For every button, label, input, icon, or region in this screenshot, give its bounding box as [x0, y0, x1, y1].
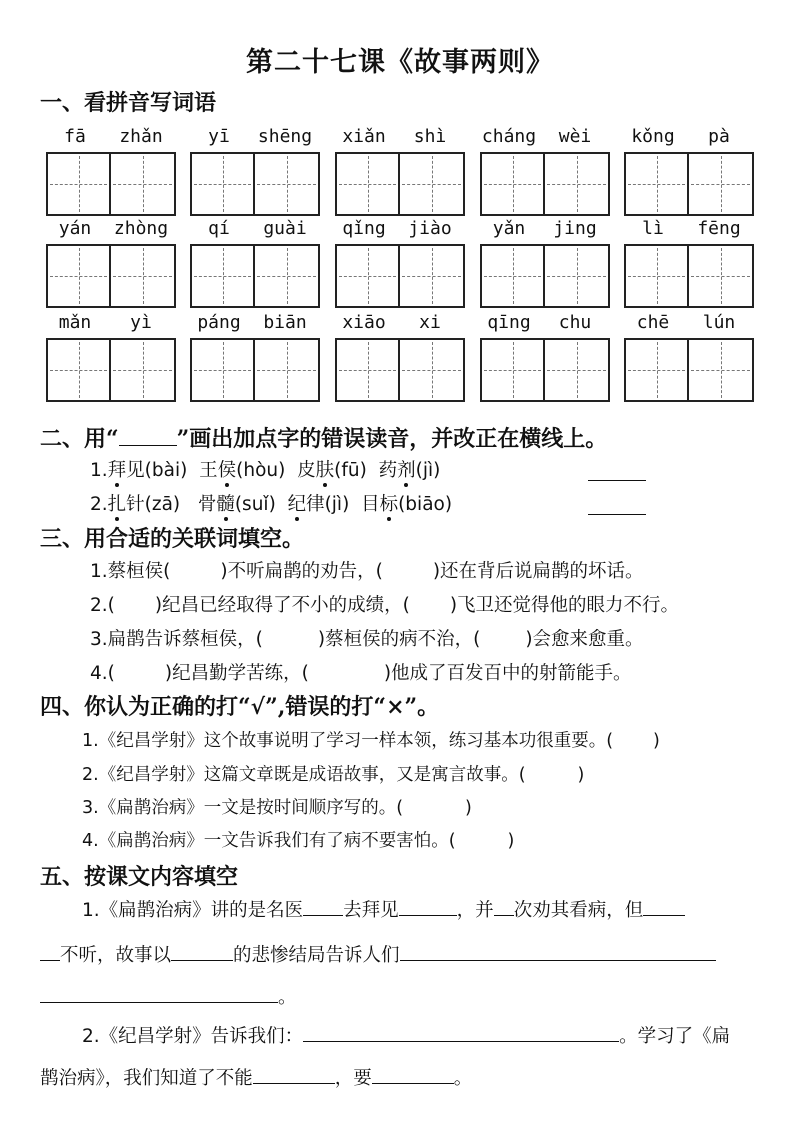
tian-zi-cell[interactable]: [689, 246, 752, 306]
pinyin-label: xiǎn: [342, 126, 386, 147]
blank-line[interactable]: [372, 1065, 454, 1085]
tian-zi-cell[interactable]: [337, 154, 400, 214]
blank-line[interactable]: [400, 942, 716, 962]
s4-item-2: [82, 761, 584, 786]
item-number: 1.: [90, 460, 108, 481]
guide-line-v: [657, 342, 658, 398]
guide-line-v: [432, 248, 433, 304]
guide-line-v: [577, 248, 578, 304]
guide-line-v: [368, 342, 369, 398]
text: )纪昌已经取得了不小的成绩，(: [154, 595, 410, 616]
guide-line-v: [79, 342, 80, 398]
text: )纪昌勤学苦练，(: [164, 663, 309, 684]
underline-sample: [119, 423, 177, 446]
tian-zi-cell[interactable]: [482, 340, 545, 400]
word-text: 目: [361, 494, 380, 515]
page-title: 第二十七课《故事两则》: [246, 47, 554, 78]
pinyin-row: [42, 126, 762, 156]
text: 4.(: [90, 663, 115, 684]
pinyin-label: xi: [419, 312, 441, 333]
s3-line-2: [90, 591, 679, 617]
guide-line-v: [79, 156, 80, 212]
dotted-char: 拜: [108, 456, 127, 482]
writing-box-pair[interactable]: [190, 152, 320, 216]
writing-box-pair[interactable]: [480, 244, 610, 308]
writing-box-pair[interactable]: [624, 244, 754, 308]
word-text: 骨: [197, 494, 217, 515]
tian-zi-cell[interactable]: [545, 246, 608, 306]
tian-zi-cell[interactable]: [626, 154, 689, 214]
text: )飞卫还觉得他的眼力不行。: [449, 595, 680, 616]
s5-q1-line-1: [82, 896, 685, 922]
pinyin-label: yī: [208, 126, 230, 147]
word-text: (suǐ): [234, 494, 276, 515]
tian-zi-cell[interactable]: [48, 154, 111, 214]
writing-box-pair[interactable]: [335, 152, 465, 216]
guide-line-v: [143, 342, 144, 398]
text: 2.《纪昌学射》这篇文章既是成语故事，又是寓言故事。(: [82, 765, 526, 785]
word-text: (jì): [415, 460, 441, 481]
dotted-char: 纪: [288, 490, 307, 516]
blank-line[interactable]: [40, 942, 60, 962]
tian-zi-cell[interactable]: [400, 246, 463, 306]
pinyin-label: wèi: [558, 126, 592, 147]
word-text: 律(jì): [306, 494, 350, 515]
word-text: 见(bài): [126, 460, 188, 481]
pinyin-label: jiào: [408, 218, 452, 239]
pinyin-label: chu: [558, 312, 592, 333]
tian-zi-cell[interactable]: [626, 246, 689, 306]
tian-zi-cell[interactable]: [482, 246, 545, 306]
tian-zi-cell[interactable]: [337, 340, 400, 400]
text: 。: [453, 1068, 473, 1089]
blank-line[interactable]: [171, 942, 233, 962]
pinyin-label: xiāo: [342, 312, 386, 333]
pinyin-label: mǎn: [58, 312, 92, 333]
close-paren: ): [577, 765, 585, 785]
guide-line-v: [223, 248, 224, 304]
tian-zi-cell[interactable]: [192, 154, 255, 214]
word-text: 王: [199, 460, 218, 481]
tian-zi-cell[interactable]: [255, 340, 318, 400]
text: )蔡桓侯的病不治，(: [317, 629, 481, 650]
guide-line-v: [513, 248, 514, 304]
guide-line-v: [368, 248, 369, 304]
tian-zi-cell[interactable]: [482, 154, 545, 214]
guide-line-v: [721, 342, 722, 398]
pinyin-label: yì: [130, 312, 152, 333]
word-text: 针(zā): [126, 494, 181, 515]
tian-zi-cell[interactable]: [400, 154, 463, 214]
tian-zi-cell[interactable]: [48, 246, 111, 306]
section-2-heading: [40, 422, 607, 453]
pinyin-label: guài: [263, 218, 307, 239]
close-paren: ): [465, 798, 472, 818]
pinyin-label: zhòng: [113, 218, 169, 239]
text: )他成了百发百中的射箭能手。: [383, 663, 632, 684]
blank-line[interactable]: [303, 1023, 619, 1043]
tian-zi-cell[interactable]: [545, 340, 608, 400]
pinyin-label: shì: [413, 126, 447, 147]
guide-line-v: [143, 156, 144, 212]
guide-line-v: [287, 342, 288, 398]
s4-item-3: [82, 794, 472, 819]
tian-zi-cell[interactable]: [255, 246, 318, 306]
text: 的悲惨结局告诉人们: [233, 945, 400, 966]
s3-line-3: [90, 625, 644, 651]
writing-box-pair[interactable]: [624, 152, 754, 216]
word-text: 药: [378, 460, 398, 481]
writing-box-pair[interactable]: [46, 338, 176, 402]
tian-zi-cell[interactable]: [626, 340, 689, 400]
word-text: (fū): [334, 460, 367, 481]
text: )不听扁鹊的劝告，(: [220, 561, 383, 582]
pinyin-label: lì: [642, 218, 664, 239]
text: )还在背后说扁鹊的坏话。: [432, 561, 644, 582]
blank-line[interactable]: [399, 897, 457, 917]
writing-box-pair[interactable]: [190, 244, 320, 308]
s3-line-1: [90, 557, 644, 583]
text: 。学习了《扁: [619, 1026, 731, 1047]
section-2-heading-end: ”画出加点字的错误读音，并改正在横线上。: [176, 426, 608, 452]
pinyin-label: lún: [702, 312, 736, 333]
text: 3.《扁鹊治病》一文是按时间顺序写的。(: [82, 798, 404, 818]
text: ，要: [334, 1068, 372, 1089]
text: 1.《扁鹊治病》讲的是名医: [82, 900, 304, 921]
pinyin-label: pà: [708, 126, 730, 147]
text: 。: [278, 987, 297, 1008]
s2-line-1: [90, 456, 440, 482]
blank-line[interactable]: [253, 1065, 335, 1085]
text: 3.扁鹊告诉蔡桓侯，(: [90, 629, 263, 650]
pinyin-label: cháng: [481, 126, 537, 147]
guide-line-v: [513, 156, 514, 212]
guide-line-v: [287, 156, 288, 212]
tian-zi-cell[interactable]: [689, 154, 752, 214]
text: 不听，故事以: [60, 945, 172, 966]
word-text: 皮: [297, 460, 316, 481]
guide-line-v: [721, 156, 722, 212]
text: 2.《纪昌学射》告诉我们：: [82, 1026, 304, 1047]
s5-q1-line-2: [40, 941, 716, 967]
s2-line-2: [90, 490, 452, 516]
pinyin-label: qīng: [487, 312, 531, 333]
text: 2.(: [90, 595, 115, 616]
dotted-char: 髓: [216, 490, 235, 516]
word-text: (hòu): [236, 460, 286, 481]
pinyin-label: fā: [64, 126, 86, 147]
section-2-heading-start: 二、用“: [40, 426, 119, 452]
guide-line-v: [657, 156, 658, 212]
close-paren: ): [653, 731, 660, 751]
pinyin-label: qǐng: [342, 218, 386, 239]
s5-q2-line-1: [82, 1022, 730, 1048]
guide-line-v: [432, 342, 433, 398]
writing-box-pair[interactable]: [480, 152, 610, 216]
guide-line-v: [223, 342, 224, 398]
dotted-char: 肤: [316, 456, 335, 482]
guide-line-v: [657, 248, 658, 304]
s5-q2-line-2: [40, 1064, 472, 1090]
guide-line-v: [721, 248, 722, 304]
s4-item-4: [82, 827, 514, 852]
guide-line-v: [577, 342, 578, 398]
guide-line-v: [223, 156, 224, 212]
guide-line-v: [79, 248, 80, 304]
pinyin-label: biān: [263, 312, 307, 333]
pinyin-row: [42, 312, 762, 342]
writing-box-pair[interactable]: [190, 338, 320, 402]
blank-line[interactable]: [40, 984, 278, 1004]
dotted-char: 剂: [397, 456, 416, 482]
guide-line-v: [513, 342, 514, 398]
section-3-heading: 三、用合适的关联词填空。: [40, 526, 305, 552]
guide-line-v: [368, 156, 369, 212]
pinyin-label: yǎn: [492, 218, 526, 239]
section-5-heading: 五、按课文内容填空: [40, 864, 239, 890]
text: 1.《纪昌学射》这个故事说明了学习一样本领，练习基本功很重要。(: [82, 731, 614, 751]
pinyin-label: jing: [553, 218, 597, 239]
dotted-char: 侯: [218, 456, 237, 482]
blank-line[interactable]: [494, 897, 514, 917]
answer-line[interactable]: [588, 496, 646, 515]
pinyin-label: shēng: [257, 126, 313, 147]
pinyin-label: chē: [636, 312, 670, 333]
dotted-char: 扎: [108, 490, 127, 516]
tian-zi-cell[interactable]: [689, 340, 752, 400]
pinyin-label: zhǎn: [119, 126, 163, 147]
writing-box-pair[interactable]: [335, 338, 465, 402]
text: 次劝其看病，但: [513, 900, 644, 921]
text: 1.蔡桓侯(: [90, 561, 171, 582]
pinyin-label: kǒng: [631, 126, 675, 147]
writing-box-pair[interactable]: [46, 152, 176, 216]
section-1-heading: 一、看拼音写词语: [40, 90, 217, 116]
pinyin-label: qí: [208, 218, 230, 239]
guide-line-v: [287, 248, 288, 304]
pinyin-label: yán: [58, 218, 92, 239]
tian-zi-cell[interactable]: [255, 154, 318, 214]
guide-line-v: [432, 156, 433, 212]
blank-line[interactable]: [643, 897, 685, 917]
guide-line-v: [143, 248, 144, 304]
tian-zi-cell[interactable]: [111, 246, 174, 306]
pinyin-row: [42, 218, 762, 248]
writing-box-pair[interactable]: [624, 338, 754, 402]
text: 鹊治病》，我们知道了不能: [40, 1068, 253, 1089]
tian-zi-cell[interactable]: [400, 340, 463, 400]
section-4-heading: 四、你认为正确的打“√”,错误的打“×”。: [40, 694, 440, 720]
tian-zi-cell[interactable]: [192, 340, 255, 400]
tian-zi-cell[interactable]: [192, 246, 255, 306]
answer-line[interactable]: [588, 462, 646, 481]
pinyin-label: fēng: [697, 218, 741, 239]
guide-line-v: [577, 156, 578, 212]
s5-q1-line-3: [40, 983, 297, 1009]
s3-line-4: [90, 659, 632, 685]
item-number: 2.: [90, 494, 108, 515]
s4-item-1: [82, 727, 660, 752]
text: 去拜见: [343, 900, 399, 921]
tian-zi-cell[interactable]: [545, 154, 608, 214]
tian-zi-cell[interactable]: [111, 340, 174, 400]
text: 4.《扁鹊治病》一文告诉我们有了病不要害怕。(: [82, 831, 456, 851]
text: ，并: [456, 900, 494, 921]
writing-box-pair[interactable]: [46, 244, 176, 308]
writing-box-pair[interactable]: [480, 338, 610, 402]
tian-zi-cell[interactable]: [111, 154, 174, 214]
tian-zi-cell[interactable]: [48, 340, 111, 400]
close-paren: ): [507, 831, 515, 851]
writing-box-pair[interactable]: [335, 244, 465, 308]
dotted-char: 标: [380, 490, 399, 516]
text: )会愈来愈重。: [525, 629, 644, 650]
tian-zi-cell[interactable]: [337, 246, 400, 306]
pinyin-label: páng: [197, 312, 241, 333]
blank-line[interactable]: [303, 897, 343, 917]
word-text: (biāo): [398, 494, 453, 515]
